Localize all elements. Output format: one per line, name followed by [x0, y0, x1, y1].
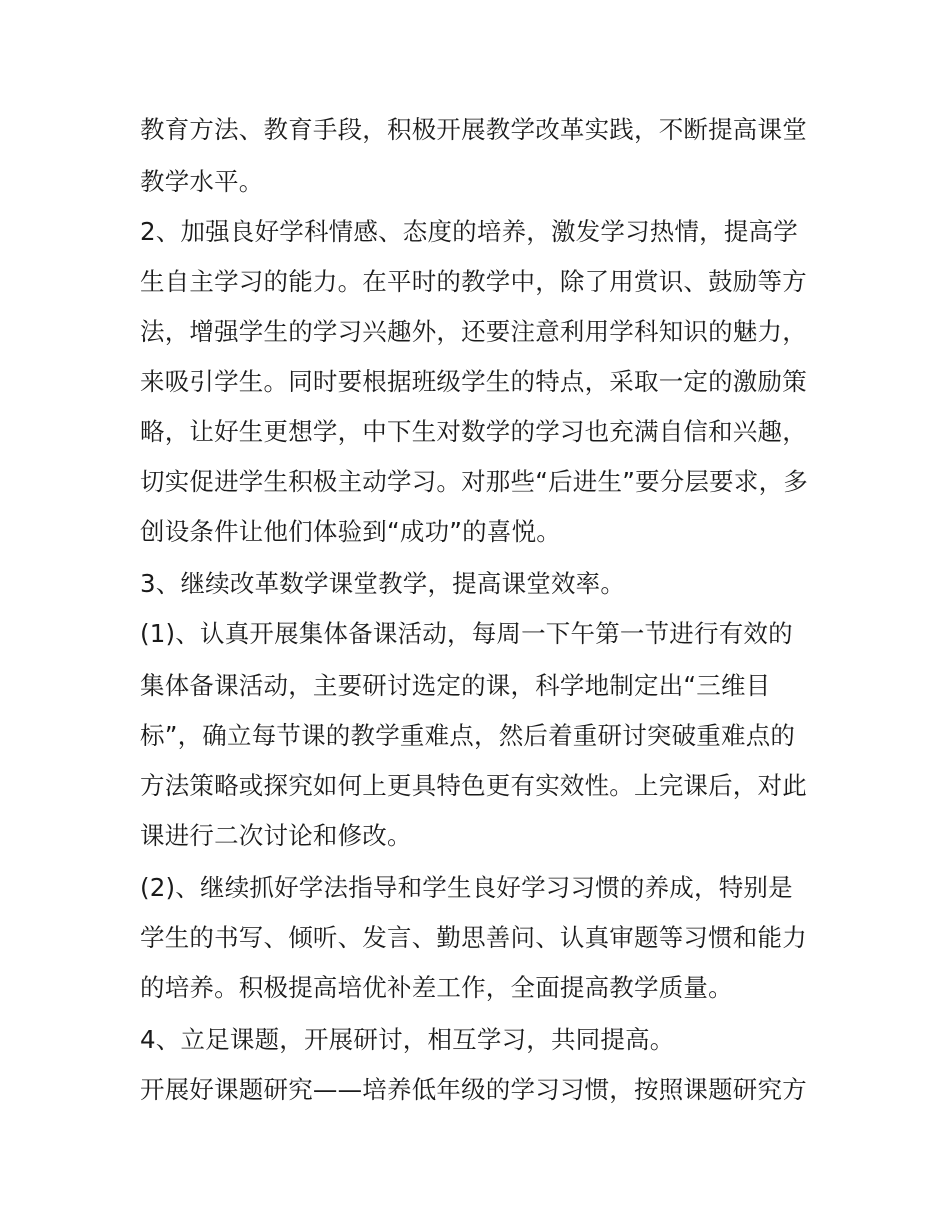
text-line: 方法策略或探究如何上更具特色更有实效性。上完课后，对此 [140, 771, 807, 800]
text-line: 标”，确立每节课的教学重难点，然后着重研讨突破重难点的 [140, 721, 796, 750]
text-line: 生自主学习的能力。在平时的教学中，除了用赏识、鼓励等方 [140, 267, 807, 296]
text-line: 教育方法、教育手段，积极开展教学改革实践，不断提高课堂 [140, 115, 807, 144]
text-line: 集体备课活动，主要研讨选定的课，科学地制定出“三维目 [140, 671, 771, 700]
text-line: 来吸引学生。同时要根据班级学生的特点，采取一定的激励策 [140, 367, 807, 396]
text-line: 4、立足课题，开展研讨，相互学习，共同提高。 [140, 1025, 675, 1054]
text-line: 法，增强学生的学习兴趣外，还要注意利用学科知识的魅力， [140, 317, 807, 346]
text-line: 学生的书写、倾听、发言、勤思善问、认真审题等习惯和能力 [140, 923, 807, 952]
text-line: 2、加强良好学科情感、态度的培养，激发学习热情，提高学 [140, 217, 798, 246]
text-line: 切实促进学生积极主动学习。对那些“后进生”要分层要求，多 [140, 467, 808, 496]
text-line: (1)、认真开展集体备课活动，每周一下午第一节进行有效的 [140, 619, 793, 648]
text-line: 创设条件让他们体验到“成功”的喜悦。 [140, 517, 561, 546]
text-line: 的培养。积极提高培优补差工作，全面提高教学质量。 [140, 973, 733, 1002]
text-line: (2)、继续抓好学法指导和学生良好学习习惯的养成，特别是 [140, 873, 793, 902]
text-line: 教学水平。 [140, 167, 264, 196]
text-line: 3、继续改革数学课堂教学，提高课堂效率。 [140, 569, 626, 598]
text-line: 略，让好生更想学，中下生对数学的学习也充满自信和兴趣， [140, 417, 807, 446]
text-line: 课进行二次讨论和修改。 [140, 821, 412, 850]
text-line: 开展好课题研究——培养低年级的学习习惯，按照课题研究方 [140, 1075, 807, 1104]
